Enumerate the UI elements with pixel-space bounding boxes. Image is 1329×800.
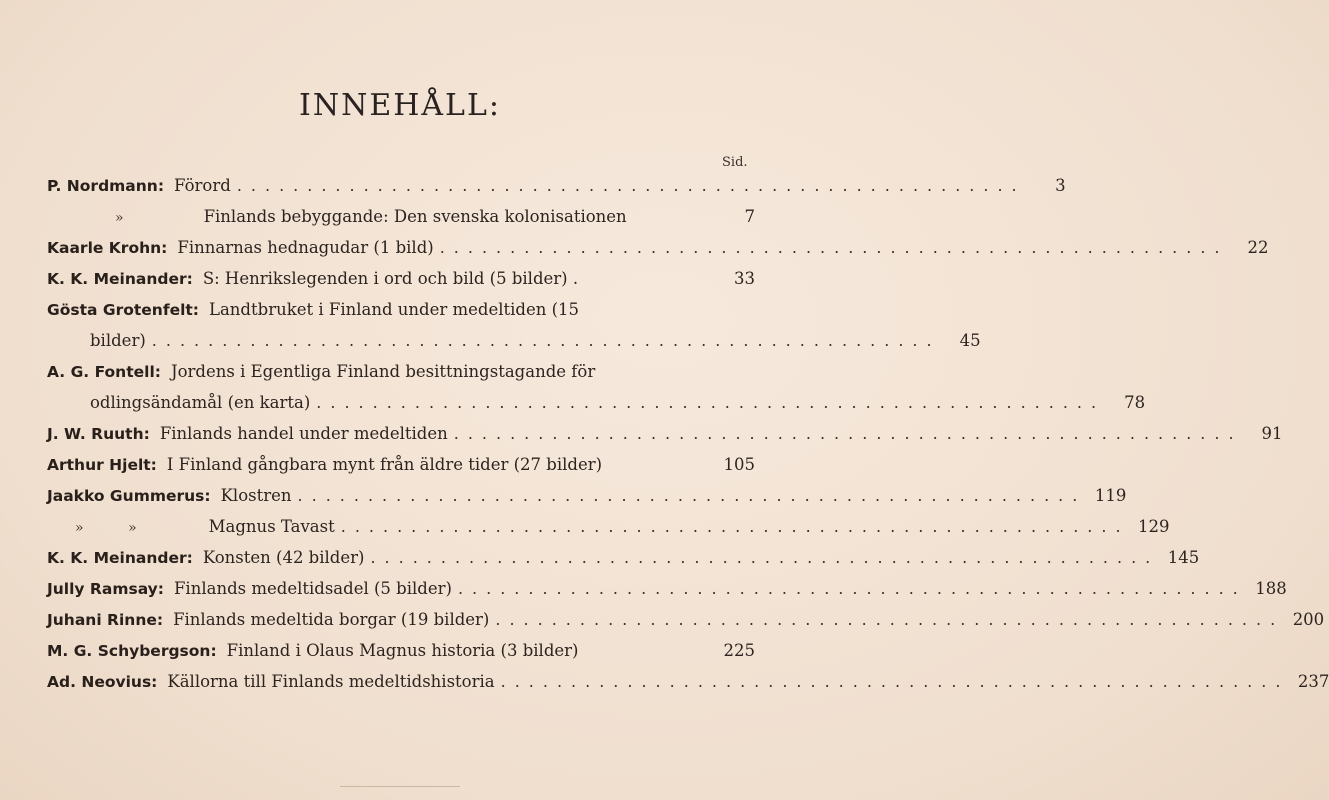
toc-entry[interactable]	[47, 362, 755, 392]
toc-author: Gösta Grotenfelt:	[47, 301, 200, 319]
toc-leader: ........................................................	[439, 238, 1229, 257]
toc-author: Juhani Rinne:	[47, 611, 164, 629]
toc-title: Konsten (42 bilder)	[202, 548, 365, 567]
toc-leader: ........................................................	[297, 486, 1087, 505]
toc-page: 129	[1138, 517, 1170, 536]
toc-leader: ........................................................	[370, 548, 1160, 567]
toc-page: 105	[723, 455, 755, 474]
toc-page: 45	[959, 331, 981, 350]
toc-page: 119	[1094, 486, 1127, 505]
toc-page: 145	[1167, 548, 1200, 567]
toc-title: Finlands bebyggande: Den svenska kolonisationen	[203, 207, 627, 226]
toc-title: Jordens i Egentliga Finland besittningstagande för	[170, 362, 596, 381]
toc-title: S: Henrikslegenden i ord och bild (5 bilder) .	[202, 269, 579, 288]
toc-entry[interactable]	[47, 610, 1325, 640]
toc-page: 7	[744, 207, 755, 226]
toc-title: Finlands medeltidsadel (5 bilder)	[173, 579, 452, 598]
toc-page: 33	[734, 269, 755, 288]
toc-entry[interactable]	[47, 238, 1269, 268]
toc-title: Finland i Olaus Magnus historia (3 bilder)	[226, 641, 579, 660]
toc-entry[interactable]	[47, 424, 1283, 454]
toc-title: Finlands medeltida borgar (19 bilder)	[173, 610, 490, 629]
toc-entry[interactable]	[47, 455, 755, 485]
toc-author: A. G. Fontell:	[47, 363, 161, 381]
toc-author: K. K. Meinander:	[47, 270, 193, 288]
toc-page: 237	[1297, 672, 1329, 691]
toc-entry[interactable]	[47, 641, 755, 671]
toc-leader: ........................................................	[457, 579, 1247, 598]
toc-leader: ........................................................	[316, 393, 1106, 412]
toc-entry[interactable]	[47, 517, 1170, 547]
toc-author: Ad. Neovius:	[47, 673, 158, 691]
toc-page: 78	[1124, 393, 1146, 412]
toc-entry[interactable]	[47, 269, 755, 299]
toc-entry[interactable]	[47, 672, 1329, 702]
toc-page: 22	[1247, 238, 1269, 257]
toc-title: Magnus Tavast	[208, 517, 335, 536]
toc-page: 91	[1261, 424, 1283, 443]
toc-leader: ........................................................	[236, 176, 1026, 195]
toc-author: Arthur Hjelt:	[47, 456, 157, 474]
toc-page: 225	[723, 641, 755, 660]
toc-leader: ........................................................	[151, 331, 941, 350]
toc-title: I Finland gångbara mynt från äldre tider (27 bilder)	[166, 455, 603, 474]
toc-leader: ........................................................	[453, 424, 1243, 443]
toc-author: P. Nordmann:	[47, 177, 165, 195]
page-title: INNEHÅLL:	[298, 88, 502, 123]
toc-title-continuation: odlingsändamål (en karta)	[90, 393, 311, 412]
toc-title: Förord	[174, 176, 231, 195]
toc-entry[interactable]	[47, 207, 755, 237]
toc-entry[interactable]	[47, 176, 1066, 206]
footer-rule	[340, 786, 460, 787]
toc-title: Finlands handel under medeltiden	[159, 424, 448, 443]
toc-page: 188	[1255, 579, 1287, 598]
toc-title: Finnarnas hednagudar (1 bild)	[177, 238, 434, 257]
toc-title: Landtbruket i Finland under medeltiden (15	[209, 300, 580, 319]
toc-leader: ........................................................	[495, 610, 1285, 629]
toc-page: 3	[1055, 176, 1066, 195]
toc-author: Jaakko Gummerus:	[47, 487, 211, 505]
toc-entry[interactable]	[47, 579, 1287, 609]
ditto-mark: » »	[75, 520, 137, 536]
toc-author: K. K. Meinander:	[47, 549, 193, 567]
toc-page: 200	[1292, 610, 1325, 629]
toc-author: Jully Ramsay:	[47, 580, 164, 598]
toc-author: J. W. Ruuth:	[47, 425, 150, 443]
toc-title-continuation: bilder)	[90, 331, 146, 350]
toc-leader: ........................................................	[340, 517, 1130, 536]
ditto-mark: »	[115, 210, 124, 226]
toc-leader: ........................................................	[500, 672, 1290, 691]
toc-title: Klostren	[220, 486, 292, 505]
toc-entry-continuation	[47, 331, 981, 361]
page-column-label: Sid.	[722, 155, 748, 170]
toc-entry[interactable]	[47, 548, 1200, 578]
toc-entry[interactable]	[47, 486, 1127, 516]
toc-author: M. G. Schybergson:	[47, 642, 217, 660]
toc-entry-continuation	[47, 393, 1146, 423]
toc-title: Källorna till Finlands medeltidshistoria	[167, 672, 495, 691]
toc-entry[interactable]	[47, 300, 755, 330]
toc-author: Kaarle Krohn:	[47, 239, 168, 257]
